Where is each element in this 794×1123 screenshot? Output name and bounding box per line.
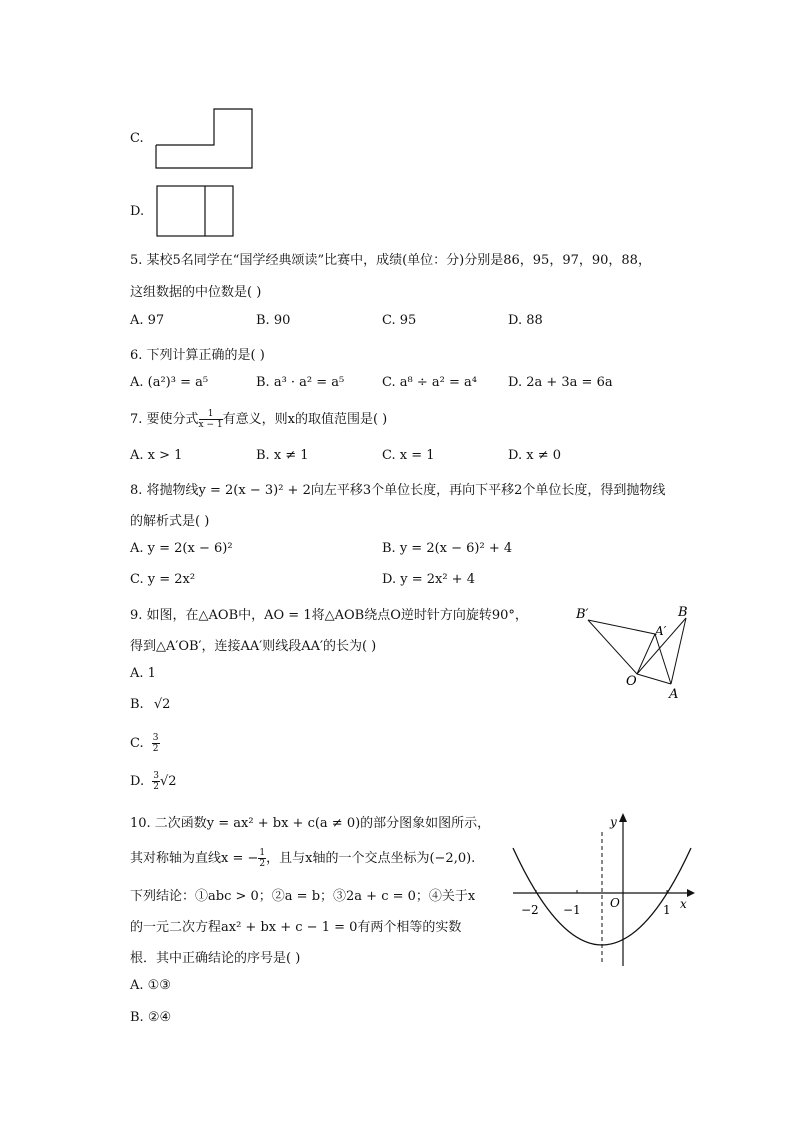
q7-stem [130,408,387,430]
q8-option-d: D. y = 2x² + 4 [382,572,475,587]
q9-option-d-fraction [152,771,160,792]
q7-option-b: B. x ≠ 1 [256,448,309,463]
q7-option-a: A. x > 1 [130,448,183,463]
q8-stem-line1: 8. 将抛物线y = 2(x − 3)² + 2向左平移3个单位长度，再向下平移2个单位长度，得到抛物线 [130,483,666,498]
q10-stem-line3: 下列结论：①abc > 0；②a = b；③2a + c = 0；④关于x [130,889,476,904]
y-axis-label: y [610,815,617,829]
q9-option-d-label: D. [130,774,145,789]
segment-o-a-prime [637,634,655,674]
q9-option-b-value: √2 [153,697,171,712]
tick-label-neg1: −1 [563,903,581,917]
q10-fraction-numerator: 1 [259,848,266,858]
q8-option-b: B. y = 2(x − 6)² + 4 [382,541,513,556]
q5-option-a: A. 97 [130,313,165,328]
q10-stem-line2 [130,847,475,869]
q6-option-d: D. 2a + 3a = 6a [508,375,613,390]
q9-option-d-denominator: 2 [153,782,159,792]
label-a: A [669,687,679,702]
tick-label-1: 1 [663,903,671,917]
q9-option-d-tail: √2 [159,774,177,789]
label-a-prime: A′ [655,624,667,638]
q10-stem-line5: 根．其中正确结论的序号是( ) [130,951,301,966]
q9-option-c-fraction [152,733,160,754]
segment-o-a [637,674,671,684]
q8-option-c: C. y = 2x² [130,572,196,587]
q9-stem-line2: 得到△A′OB′，连接AA′则线段AA′的长为( ) [130,639,377,654]
segment-b-prime-o [588,620,637,674]
q6-stem: 6. 下列计算正确的是( ) [130,348,265,363]
y-axis-arrow-icon [619,813,627,822]
q9-option-c-numerator: 3 [152,733,159,743]
q7-fraction [199,409,223,430]
origin-label: O [610,896,620,910]
q9-option-d-numerator: 3 [153,771,159,781]
q9-option-a: A. 1 [130,666,156,681]
label-b-prime: B′ [576,607,589,622]
x-axis-arrow-icon [687,889,695,897]
option-d-figure [150,182,240,240]
q9-option-d [130,771,177,792]
q6-option-b: B. a³ · a² = a⁵ [256,375,345,390]
q10-graph [505,810,700,975]
q10-stem-line4: 的一元二次方程ax² + bx + c − 1 = 0有两个相等的实数 [130,920,462,935]
label-b: B [678,605,688,620]
x-axis-label: x [680,897,687,911]
q10-stem-line1: 10. 二次函数y = ax² + bx + c(a ≠ 0)的部分图象如图所示， [130,816,491,831]
q9-option-b-label: B. [130,697,144,712]
q6-option-a: A. (a²)³ = a⁵ [130,375,209,390]
q5-option-d: D. 88 [508,313,543,328]
q7-fraction-denominator: x − 1 [198,420,223,430]
q5-option-b: B. 90 [256,313,291,328]
q10-option-a: A. ①③ [130,978,171,993]
label-o: O [626,674,637,689]
q9-option-b [130,697,170,712]
q10-fraction-denominator: 2 [259,859,266,869]
tick-label-neg2: −2 [521,903,539,917]
q7-option-c: C. x = 1 [382,448,435,463]
option-c-figure [150,105,260,175]
q9-option-c-denominator: 2 [152,744,159,754]
q9-option-c-label: C. [130,736,144,751]
q10-fraction [258,848,266,869]
q10-option-b: B. ②④ [130,1010,172,1025]
option-c-label: C. [130,131,144,146]
q5-option-c: C. 95 [382,313,417,328]
segment-b-prime-a-prime [588,620,655,634]
option-d-label: D. [130,204,145,219]
q5-stem-line1: 5. 某校5名同学在“国学经典颂读”比赛中，成绩(单位：分)分别是86，95，97，90，88， [130,253,651,268]
q8-stem-line2: 的解析式是( ) [130,514,210,529]
q9-figure [570,598,700,703]
q7-option-d: D. x ≠ 0 [508,448,561,463]
segment-a-b [671,618,686,684]
segment-a-a-prime [655,634,671,684]
q10-stem-line2-post: ，且与x轴的一个交点坐标为(−2,0). [266,851,476,866]
q5-stem-line2: 这组数据的中位数是( ) [130,285,262,300]
q6-option-c: C. a⁸ ÷ a² = a⁴ [382,375,477,390]
q7-stem-pre: 7. 要使分式 [130,412,199,427]
q7-stem-post: 有意义，则x的取值范围是( ) [222,412,388,427]
q7-fraction-numerator: 1 [199,409,223,420]
q10-stem-line2-pre: 其对称轴为直线x = − [130,851,259,866]
q9-stem-line1: 9. 如图，在△AOB中，AO = 1将△AOB绕点O逆时针方向旋转90°， [130,608,528,623]
q8-option-a: A. y = 2(x − 6)² [130,541,233,556]
q9-option-c [130,733,160,754]
